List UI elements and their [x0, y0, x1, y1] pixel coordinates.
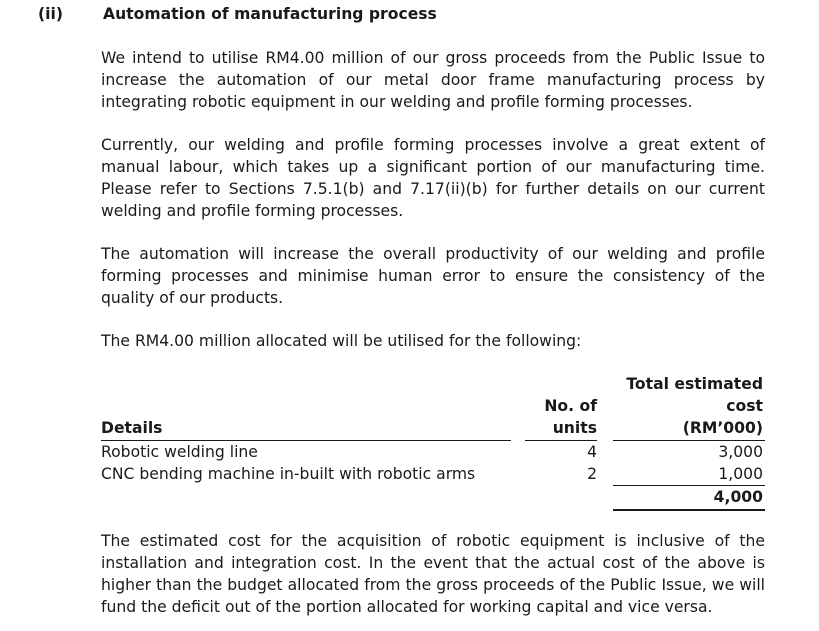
row-details: CNC bending machine in-built with robotic arms	[101, 465, 476, 483]
paragraph-intent: We intend to utilise RM4.00 million of our gross proceeds from the Public Issue to increase the automation of our metal door frame manufacturing process by integrating robotic equipment in our welding and profile forming processes.	[101, 49, 765, 111]
row-details: Robotic welding line	[101, 443, 258, 461]
section-title: Automation of manufacturing process	[103, 5, 437, 23]
header-units-line1: No. of	[544, 397, 597, 415]
header-details: Details	[101, 419, 163, 437]
row-units: 4	[587, 443, 597, 461]
paragraph-automation-benefit: The automation will increase the overall productivity of our welding and profile forming processes and minimise human error to ensure the consistency of the quality of our products.	[101, 245, 765, 307]
section-number: (ii)	[38, 5, 63, 23]
header-cost-line1: Total estimated	[626, 375, 763, 393]
row-units: 2	[587, 465, 597, 483]
paragraph-cost-note: The estimated cost for the acquisition of robotic equipment is inclusive of the installation and integration cost. In the event that the actual cost of the above is higher than the budget allocated from the gross proceeds of the Public Issue, we will fund the deficit out of the portion allocated for working capital and vice versa.	[101, 532, 765, 616]
header-cost-line3: (RM’000)	[682, 419, 763, 437]
header-cost-line2: cost	[726, 397, 763, 415]
header-units-line2: units	[552, 419, 597, 437]
table-total: 4,000	[713, 488, 763, 506]
row-cost: 1,000	[718, 465, 763, 483]
paragraph-allocation-intro: The RM4.00 million allocated will be utilised for the following:	[101, 332, 582, 350]
paragraph-current-process: Currently, our welding and profile forming processes involve a great extent of manual labour, which takes up a significant portion of our manufacturing time. Please refer to Sections 7.5.1(b) and 7.17(ii)(b) for further details on our current welding and profile forming processes.	[101, 136, 765, 220]
row-cost: 3,000	[718, 443, 763, 461]
total-rule	[613, 509, 765, 511]
